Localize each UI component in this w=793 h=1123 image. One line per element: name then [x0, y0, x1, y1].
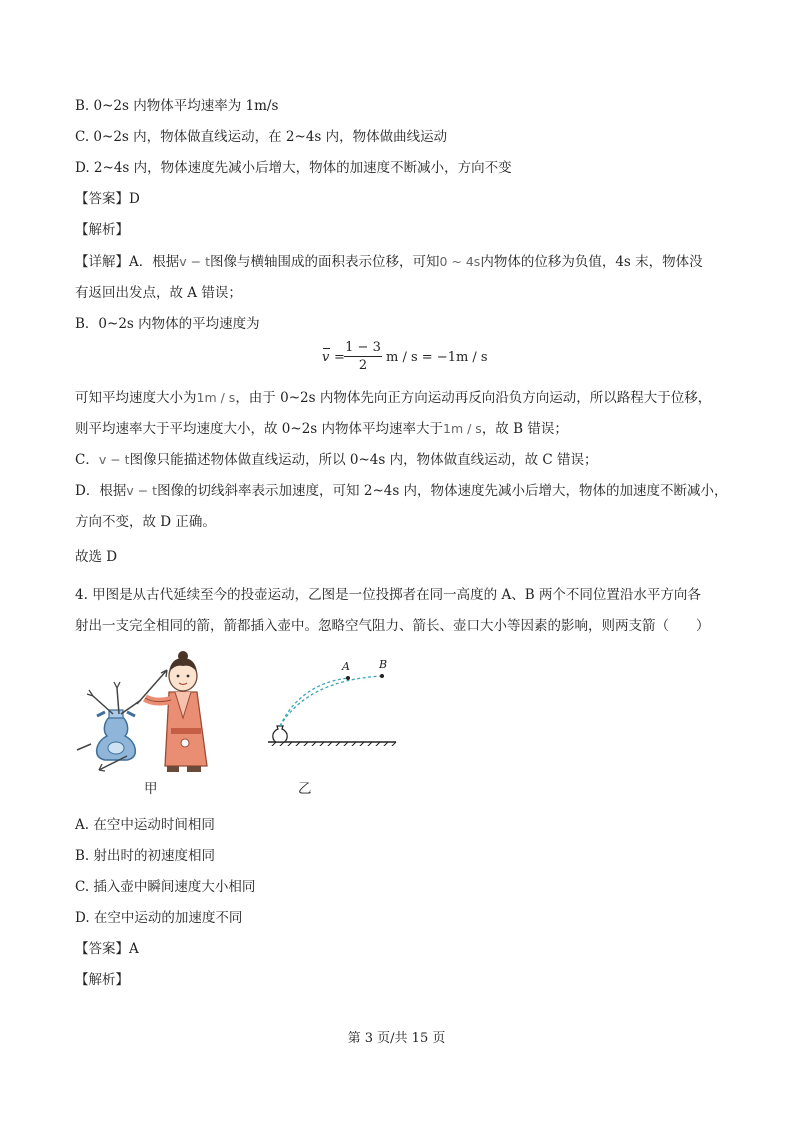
explain-text: 图像与横轴围成的面积表示位移，可知 [209, 254, 440, 270]
figure-yi-label: 乙 [298, 781, 312, 797]
q4-option-d: D. 在空中运动的加速度不同 [75, 910, 243, 926]
point-b-label: B [379, 658, 388, 671]
explain-text: 图像只能描述物体做直线运动，所以 0~4s 内，物体做直线运动，故 C 错误； [129, 452, 598, 468]
explain-text: 则平均速率大于平均速度大小，故 0~2s 内物体平均速率大于 [75, 421, 443, 437]
math-vt: v − t [126, 483, 158, 498]
question-4-line-2: 射出一支完全相同的箭，箭都插入壶中。忽略空气阻力、箭长、壶口大小等因素的影响，则两支箭（ ） [75, 618, 710, 634]
eq-numerator: 1 − 3 [345, 340, 381, 355]
explain-line-1 [75, 252, 703, 272]
explain-text: 图像的切线斜率表示加速度，可知 2~4s 内，物体速度先减小后增大，物体的加速度不断减小， [157, 483, 728, 499]
explain-line-4 [75, 388, 711, 408]
explain-text: 内物体的位移为负值，4s 末，物体没 [480, 254, 703, 270]
answer-prev: 【答案】D [75, 191, 140, 207]
explain-line-3: B．0~2s 内物体的平均速度为 [75, 316, 260, 332]
math-speed: 1m / s [196, 390, 236, 405]
figure-jia-label: 甲 [144, 781, 158, 797]
q4-option-c: C. 插入壶中瞬间速度大小相同 [75, 879, 256, 895]
figure-jia-illustration [75, 648, 225, 773]
point-a-dot [346, 676, 350, 680]
explain-line-9: 故选 D [75, 549, 118, 565]
explain-line-2: 有返回出发点，故 A 错误； [75, 285, 242, 301]
explain-line-5 [75, 419, 568, 439]
vase-icon [97, 710, 136, 760]
explain-text: 【详解】A．根据 [75, 254, 180, 270]
analysis-label-prev: 【解析】 [75, 222, 129, 238]
option-b-prev: B. 0~2s 内物体平均速率为 1m/s [75, 98, 279, 114]
trajectory-a [280, 678, 348, 726]
eq-rest: m / s = −1m / s [386, 350, 488, 365]
option-d-prev: D. 2~4s 内，物体速度先减小后增大，物体的加速度不断减小，方向不变 [75, 160, 512, 176]
math-range: 0 ~ 4s [439, 254, 481, 269]
question-4-line-1: 4. 甲图是从古代延续至今的投壶运动，乙图是一位投掷者在同一高度的 A、B 两个不同位置沿水平方向各 [75, 587, 701, 603]
option-c-prev: C. 0~2s 内，物体做直线运动，在 2~4s 内，物体做曲线运动 [75, 129, 448, 145]
explain-line-6 [75, 450, 598, 470]
q4-analysis-label: 【解析】 [75, 972, 129, 988]
page-footer: 第 3 页/共 15 页 [347, 1031, 446, 1046]
explain-text: ，故 B 错误； [481, 421, 568, 437]
point-a-label: A [342, 660, 350, 673]
child-figure-icon [145, 651, 207, 772]
math-vt: v − t [98, 452, 130, 467]
explain-line-7 [75, 481, 728, 501]
point-b-dot [380, 674, 384, 678]
explain-text: 可知平均速度大小为 [75, 390, 197, 406]
trajectory-b [280, 676, 382, 726]
eq-denominator: 2 [358, 358, 368, 373]
q4-option-b: B. 射出时的初速度相同 [75, 848, 216, 864]
math-speed: 1m / s [443, 421, 482, 436]
eq-v-bar: v [322, 350, 330, 365]
explain-line-8: 方向不变，故 D 正确。 [75, 514, 216, 530]
explain-text: C． [75, 452, 99, 468]
figure-yi-diagram [262, 656, 402, 746]
q4-option-a: A. 在空中运动时间相同 [75, 817, 215, 833]
eq-fraction [344, 340, 382, 375]
explain-text: ，由于 0~2s 内物体先向正方向运动再反向沿负方向运动，所以路程大于位移， [235, 390, 712, 406]
pot-icon [273, 726, 287, 742]
q4-answer: 【答案】A [75, 941, 139, 957]
math-vt: v − t [179, 254, 210, 269]
explain-text: D．根据 [75, 483, 127, 499]
